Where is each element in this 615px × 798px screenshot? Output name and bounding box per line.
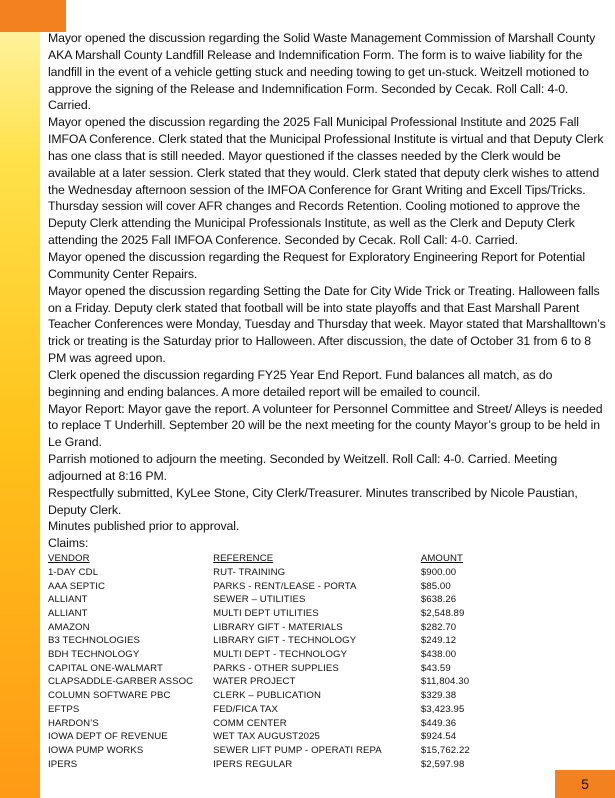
reference-cell: COMM CENTER xyxy=(213,717,287,729)
amount-cell: $2,597.98 xyxy=(420,758,465,770)
claims-table xyxy=(48,552,518,771)
amount-cell: $449.36 xyxy=(420,717,457,729)
reference-cell: WET TAX AUGUST2025 xyxy=(213,731,320,743)
reference-cell: PARKS - OTHER SUPPLIES xyxy=(213,662,339,674)
reference-cell: WATER PROJECT xyxy=(213,676,296,688)
amount-cell: $438.00 xyxy=(420,649,457,661)
amount-cell: $3,423.95 xyxy=(420,703,465,715)
table-row xyxy=(48,648,518,662)
amount-cell: $924.54 xyxy=(420,731,457,743)
table-row xyxy=(48,634,518,648)
table-row xyxy=(48,689,518,703)
paragraph-conferences: Mayor opened the discussion regarding the 2025 Fall Municipal Professional Institute and 2025 Fall IMFOA Conference. Clerk stated that the Municipal Professional Institute is virtual and that Deputy Clerk has one class that is still needed. Mayor questioned if the classes needed by the Clerk would be available at a later session. Clerk stated that they would. Clerk stated that deputy clerk wishes to attend the Wednesday afternoon session of the IMFOA Conference for Grant Writing and Excell Tips/Tricks. Thursday session will cover AFR changes and Records Retention. Cooling motioned to approve the Deputy Clerk attending the Municipal Professionals Institute, as well as the Clerk and Deputy Clerk attending the 2025 Fall IMFOA Conference. Seconded by Cecak. Roll Call: 4-0. Carried. xyxy=(48,115,604,248)
amount-cell: $638.26 xyxy=(420,594,457,606)
vendor-header: VENDOR xyxy=(48,553,90,565)
vendor-cell: ALLIANT xyxy=(48,607,88,619)
reference-cell: MULTI DEPT UTILITIES xyxy=(213,607,319,619)
vendor-cell: IOWA PUMP WORKS xyxy=(48,745,144,756)
amount-cell: $2,548.89 xyxy=(420,607,465,619)
vendor-cell: CLAPSADDLE-GARBER ASSOC xyxy=(48,676,194,688)
paragraph-mayor-report: Mayor Report: Mayor gave the report. A volunteer for Personnel Committee and Street/ Alleys is needed to replace T Underhill. September 20 will be the next meeting for the county Mayor’s group to be held in Le Grand. xyxy=(48,401,603,450)
paragraph-landfill-release: Mayor opened the discussion regarding the Solid Waste Management Commission of Marshall County AKA Marshall County Landfill Release and Indemnification Form. The form is to waive liability for the landfill in the event of a vehicle getting stuck and needing towing to get un-stuck. Weitzell motioned to approve the signing of the Release and Indemnification Form. Seconded by Cecak. Roll Call: 4-0. Carried. xyxy=(48,31,596,113)
table-row xyxy=(48,566,518,580)
amount-cell: $15,762.22 xyxy=(420,745,470,756)
table-row xyxy=(48,758,518,772)
table-row xyxy=(48,744,518,758)
reference-cell: SEWER – UTILITIES xyxy=(213,594,306,606)
reference-cell: MULTI DEPT - TECHNOLOGY xyxy=(213,649,348,661)
amount-cell: $43.59 xyxy=(420,662,451,674)
vendor-cell: HARDON’S xyxy=(48,717,99,729)
minutes-body xyxy=(48,30,608,771)
table-row xyxy=(48,593,518,607)
amount-cell: $329.38 xyxy=(420,690,457,702)
table-row xyxy=(48,717,518,731)
reference-cell: LIBRARY GIFT - TECHNOLOGY xyxy=(213,635,357,647)
table-row xyxy=(48,607,518,621)
vendor-cell: CAPITAL ONE-WALMART xyxy=(48,662,163,674)
reference-header: REFERENCE xyxy=(213,553,274,565)
amount-cell: $249.12 xyxy=(420,635,457,647)
vendor-cell: AAA SEPTIC xyxy=(48,580,105,592)
amount-header: AMOUNT xyxy=(420,553,463,565)
claims-label: Claims: xyxy=(48,536,89,551)
reference-cell: FED/FICA TAX xyxy=(213,703,278,715)
vendor-cell: BDH TECHNOLOGY xyxy=(48,649,140,661)
vendor-cell: 1-DAY CDL xyxy=(48,566,99,578)
decorative-top-tab xyxy=(0,0,66,32)
vendor-cell: ALLIANT xyxy=(48,594,88,606)
vendor-cell: B3 TECHNOLOGIES xyxy=(48,635,140,647)
amount-cell: $900.00 xyxy=(420,566,457,578)
paragraph-published: Minutes published prior to approval. xyxy=(48,519,240,534)
paragraph-engineering-report: Mayor opened the discussion regarding the Request for Exploratory Engineering Report for Potential Community Center Repairs. xyxy=(48,249,586,281)
reference-cell: RUT- TRAINING xyxy=(213,566,286,578)
reference-cell: IPERS REGULAR xyxy=(213,758,293,770)
paragraph-adjourn: Parrish motioned to adjourn the meeting. Seconded by Weitzell. Roll Call: 4-0. Carried. Meeting adjourned at 8:16 PM. xyxy=(48,452,558,483)
table-row xyxy=(48,662,518,676)
vendor-cell: AMAZON xyxy=(48,621,90,633)
table-row xyxy=(48,580,518,594)
paragraph-submitted: Respectfully submitted, KyLee Stone, City Clerk/Treasurer. Minutes transcribed by Nicole Paustian, Deputy Clerk. xyxy=(48,485,578,517)
paragraph-year-end-report: Clerk opened the discussion regarding FY25 Year End Report. Fund balances all match, as do beginning and ending balances. A more detailed report will be emailed to council. xyxy=(48,367,553,399)
table-row xyxy=(48,703,518,717)
amount-cell: $11,804.30 xyxy=(420,676,470,688)
reference-cell: CLERK – PUBLICATION xyxy=(213,690,321,702)
table-row xyxy=(48,675,518,689)
claims-header-row xyxy=(48,552,518,566)
vendor-cell: IOWA DEPT OF REVENUE xyxy=(48,731,168,743)
amount-cell: $85.00 xyxy=(420,580,451,592)
vendor-cell: EFTPS xyxy=(48,703,80,715)
table-row xyxy=(48,730,518,744)
page-number: 5 xyxy=(555,770,615,798)
paragraph-trick-or-treating: Mayor opened the discussion regarding Setting the Date for City Wide Trick or Treating. Halloween falls on a Friday. Deputy clerk stated that football will be into state playoffs and that East Marshall Parent Teacher Conferences were Monday, Tuesday and Thursday that week. Mayor stated that Marshalltown’s trick or treating is the Saturday prior to Halloween. After discussion, the date of October 31 from 6 to 8 PM was agreed upon. xyxy=(48,283,606,366)
reference-cell: LIBRARY GIFT - MATERIALS xyxy=(213,621,343,633)
amount-cell: $282.70 xyxy=(420,621,457,633)
table-row xyxy=(48,621,518,635)
reference-cell: SEWER LIFT PUMP - OPERATI REPA xyxy=(213,745,382,756)
vendor-cell: COLUMN SOFTWARE PBC xyxy=(48,690,171,702)
vendor-cell: IPERS xyxy=(48,758,78,770)
decorative-gradient-bar xyxy=(0,0,40,798)
reference-cell: PARKS - RENT/LEASE - PORTA xyxy=(213,580,357,592)
